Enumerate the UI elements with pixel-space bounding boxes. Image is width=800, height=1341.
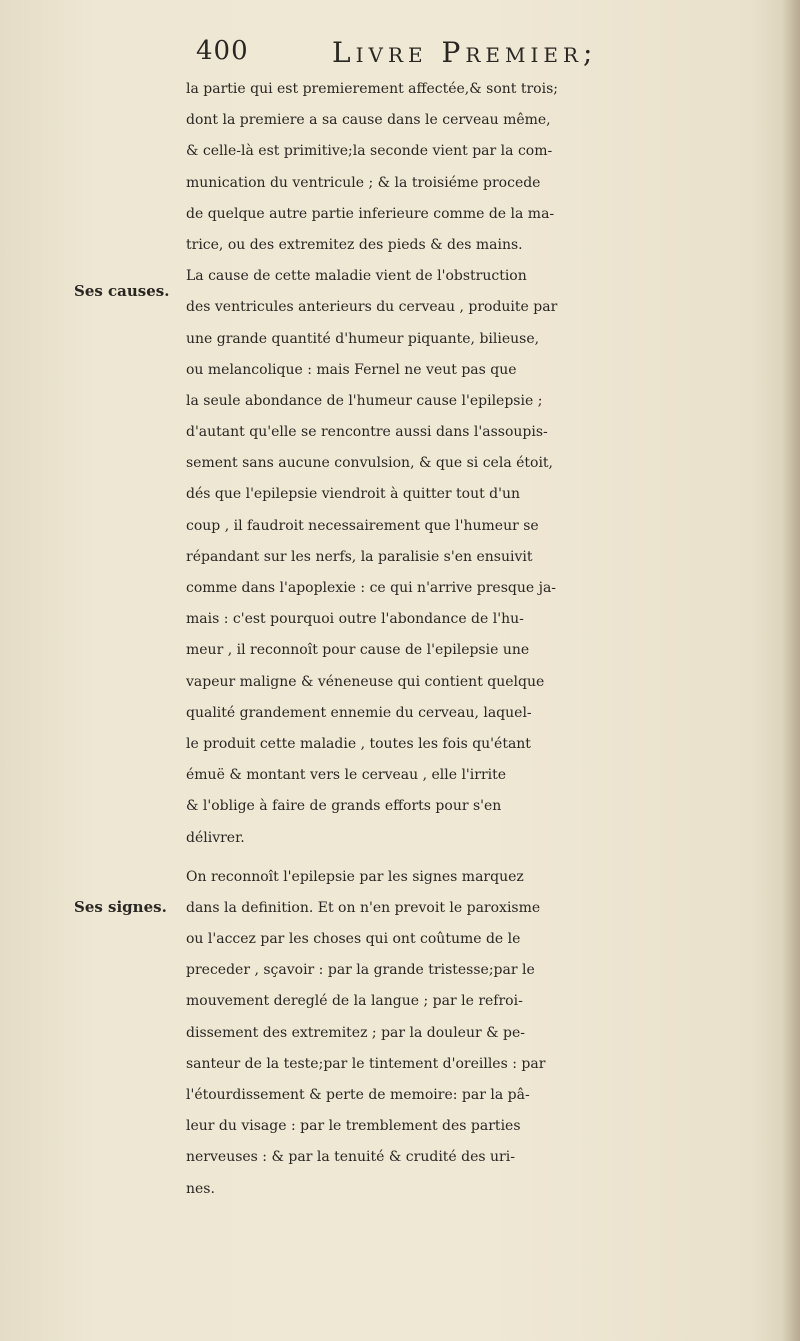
text-line: d'autant qu'elle se rencontre aussi dans l'assoupis- (186, 424, 548, 441)
text-line: & celle-là est primitive;la seconde vient par la com- (186, 143, 553, 160)
page-edge-shadow (782, 0, 800, 1341)
text-line: la seule abondance de l'humeur cause l'epilepsie ; (186, 392, 543, 409)
paragraph-3-signs (186, 862, 766, 1205)
text-line: des ventricules anterieurs du cerveau , produite par (186, 299, 558, 316)
text-line: répandant sur les nerfs, la paralisie s'en ensuivit (186, 548, 533, 565)
text-line: dissement des extremitez ; par la douleur & pe- (186, 1024, 526, 1041)
text-line: le produit cette maladie , toutes les fois qu'étant (186, 735, 531, 752)
page-number: 400 (196, 36, 249, 66)
text-line: dont la premiere a sa cause dans le cerveau même, (186, 112, 551, 129)
text-line: émuë & montant vers le cerveau , elle l'irrite (186, 767, 507, 784)
text-line: munication du ventricule ; & la troisiéme procede (186, 174, 541, 191)
text-line: dés que l'epilepsie viendroit à quitter tout d'un (186, 486, 521, 503)
paragraph-spacer (186, 854, 766, 862)
text-line: trice, ou des extremitez des pieds & des mains. (186, 236, 523, 253)
text-line: comme dans l'apoplexie : ce qui n'arrive presque ja- (186, 580, 557, 596)
text-line: coup , il faudroit necessairement que l'humeur se (186, 517, 539, 534)
text-line: l'étourdissement & perte de memoire: par la pâ- (186, 1087, 530, 1103)
page-header (196, 36, 756, 76)
text-line: nes. (186, 1180, 215, 1197)
text-line: La cause de cette maladie vient de l'obstruction (186, 268, 527, 285)
text-line: preceder , sçavoir : par la grande tristesse;par le (186, 962, 535, 979)
text-line: délivrer. (186, 829, 245, 846)
text-line: ou melancolique : mais Fernel ne veut pas que (186, 361, 517, 378)
text-line: leur du visage : par le tremblement des parties (186, 1118, 521, 1135)
text-line: meur , il reconnoît pour cause de l'epilepsie une (186, 642, 530, 659)
text-line: de quelque autre partie inferieure comme de la ma- (186, 205, 555, 222)
text-line: santeur de la teste;par le tintement d'oreilles : par (186, 1055, 546, 1072)
text-line: une grande quantité d'humeur piquante, bilieuse, (186, 330, 540, 347)
text-line: mais : c'est pourquoi outre l'abondance de l'hu- (186, 611, 524, 628)
text-line: nerveuses : & par la tenuité & crudité des uri- (186, 1149, 515, 1166)
text-line: dans la definition. Et on n'en prevoit le paroxisme (186, 899, 541, 916)
running-title: Livre Premier; (332, 36, 598, 69)
body-text (186, 74, 766, 1205)
text-line: & l'oblige à faire de grands efforts pour s'en (186, 798, 502, 815)
text-line: vapeur maligne & véneneuse qui contient quelque (186, 673, 545, 690)
marginal-note-signs: Ses signes. (74, 898, 167, 916)
marginal-note-causes: Ses causes. (74, 282, 170, 300)
text-line: qualité grandement ennemie du cerveau, laquel- (186, 704, 532, 721)
paragraph-1 (186, 74, 766, 261)
paragraph-2-causes (186, 261, 766, 854)
text-line: la partie qui est premierement affectée,& sont trois; (186, 81, 558, 97)
text-line: sement sans aucune convulsion, & que si cela étoit, (186, 455, 554, 472)
text-line: On reconnoît l'epilepsie par les signes marquez (186, 868, 524, 885)
text-line: ou l'accez par les choses qui ont coûtume de le (186, 931, 521, 948)
text-line: mouvement dereglé de la langue ; par le refroi- (186, 993, 523, 1010)
